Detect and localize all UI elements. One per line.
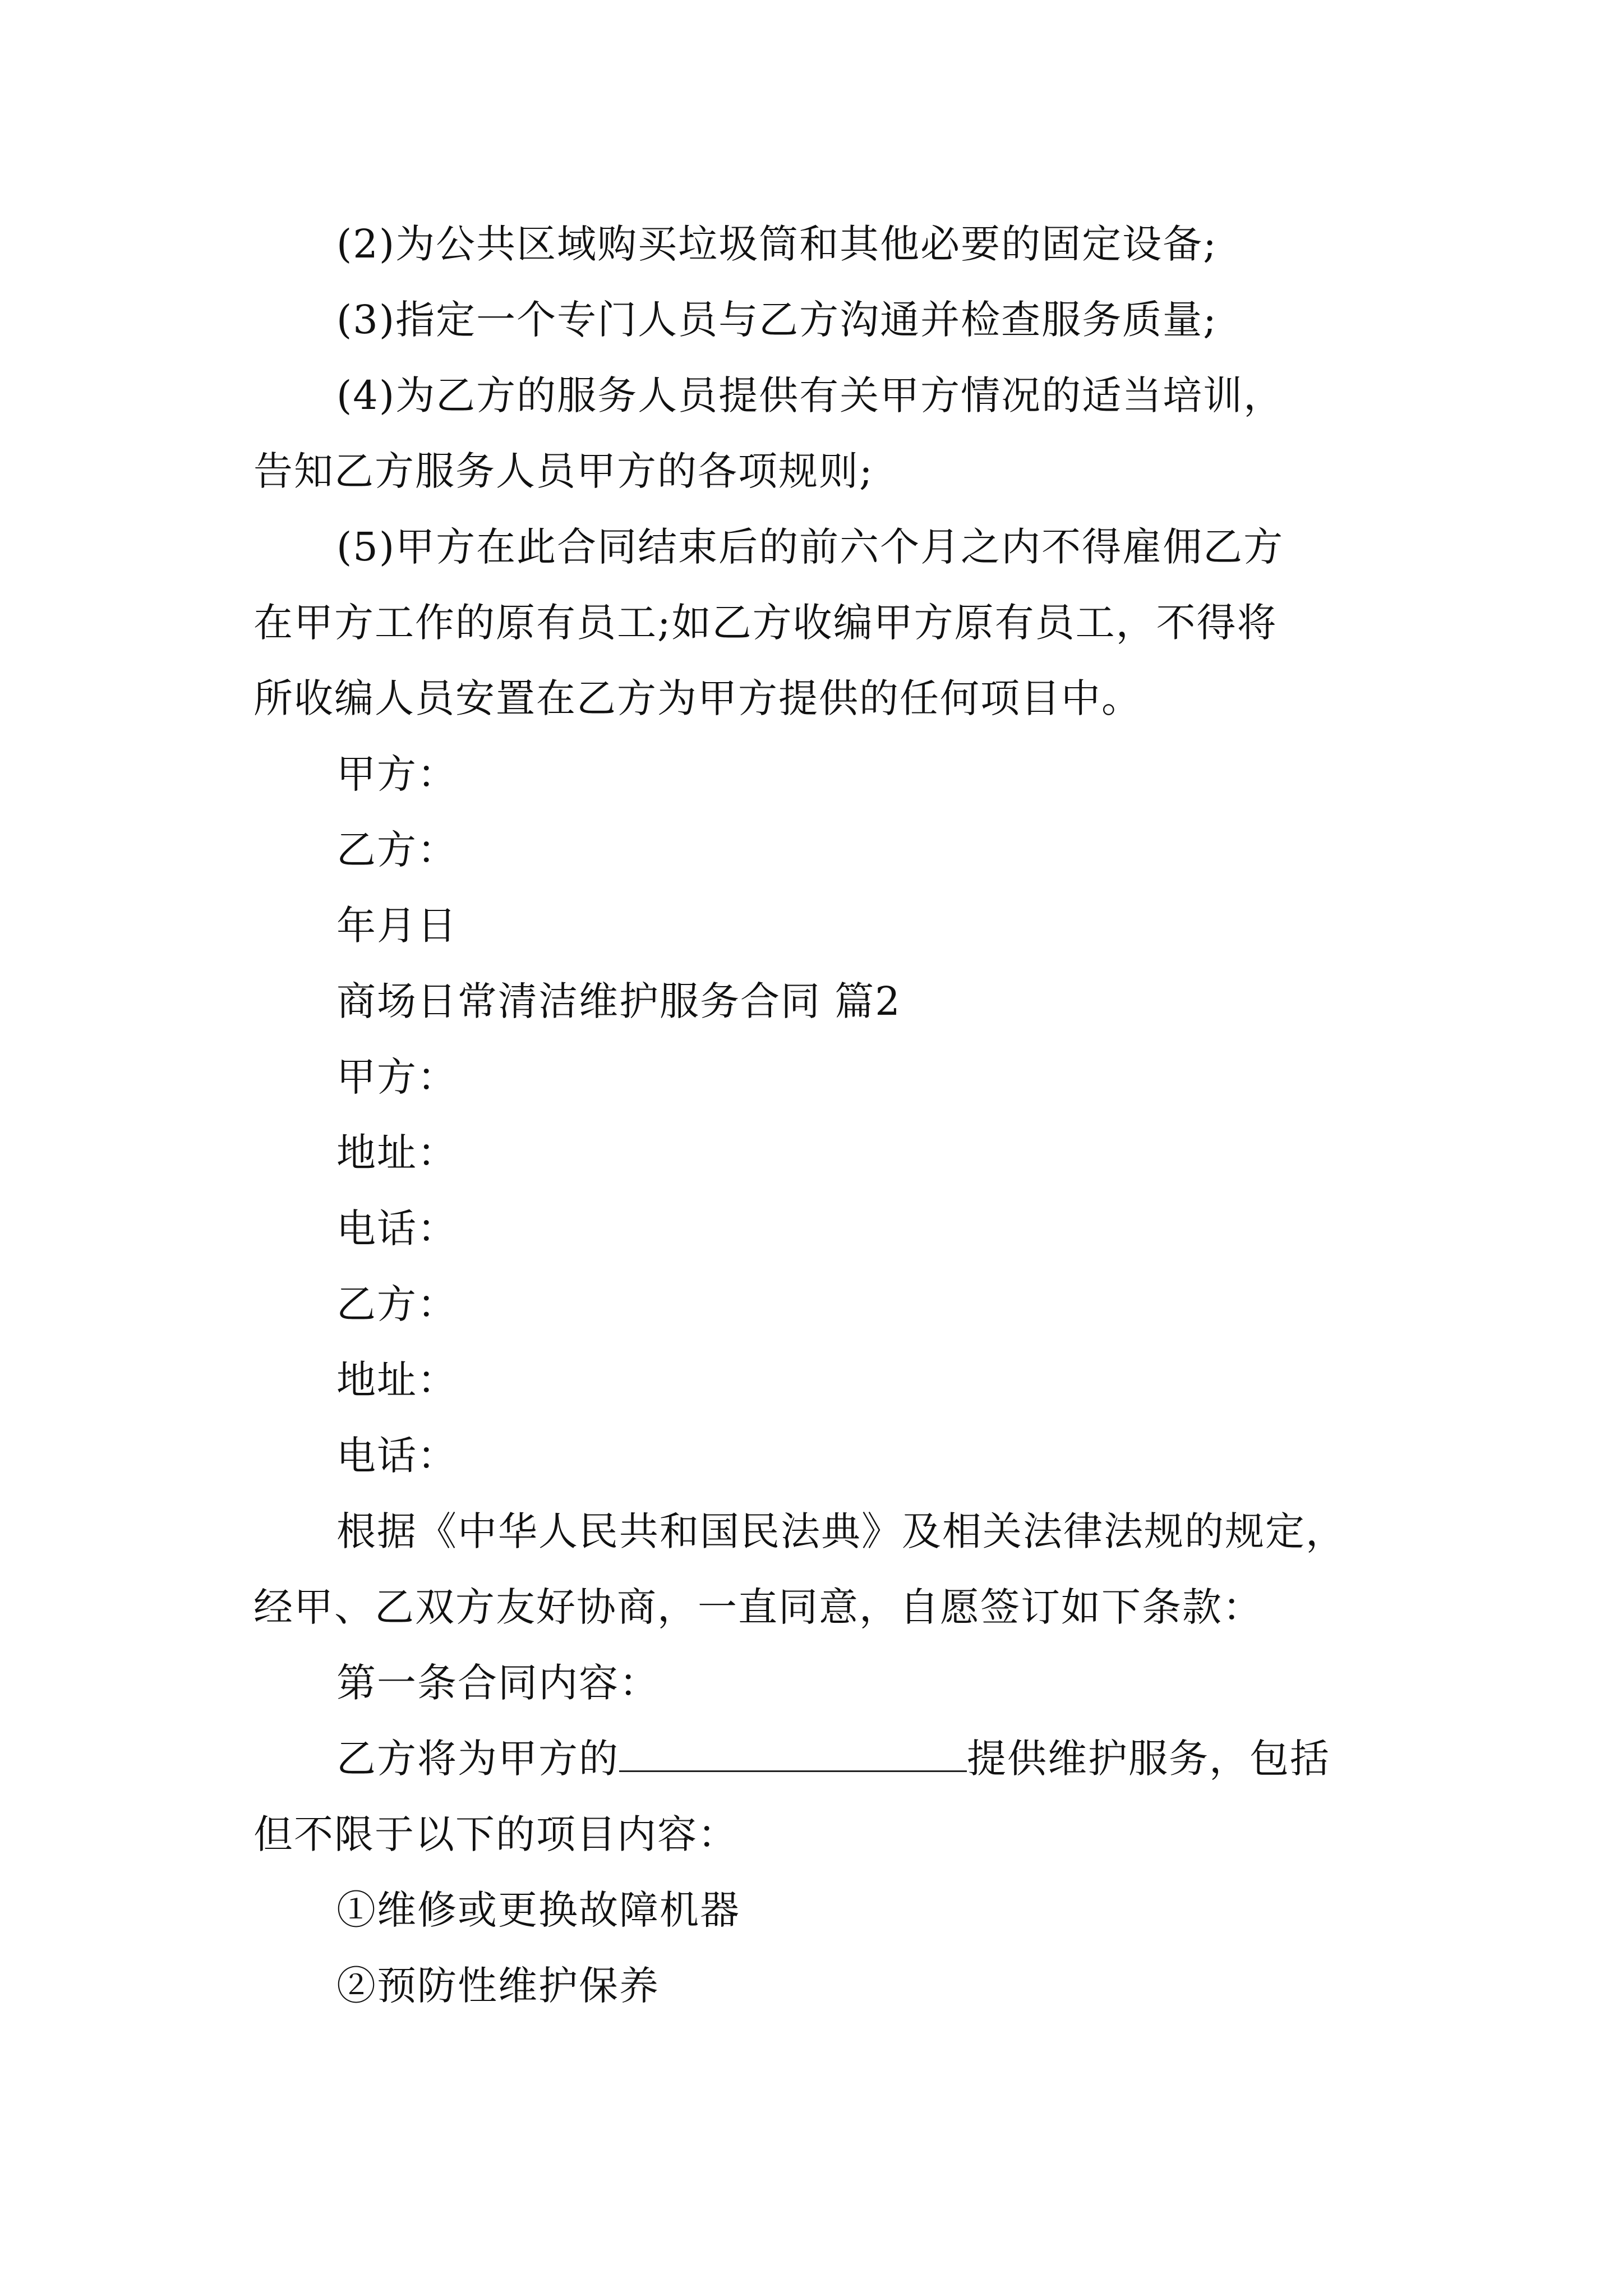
- section-title: 商场日常清洁维护服务合同 篇2: [336, 978, 901, 1024]
- service-scope-line-1: [336, 1731, 1330, 1787]
- party-a-address: 地址：: [336, 1130, 458, 1176]
- party-b-signature: 乙方：: [336, 827, 458, 873]
- clause-5-line-2: 在甲方工作的原有员工;如乙方收编甲方原有员工，不得将: [253, 600, 1278, 646]
- service-location-blank: [619, 1737, 967, 1772]
- clause-4-line-1: (4)为乙方的服务人员提供有关甲方情况的适当培训，: [336, 372, 1284, 418]
- preamble-line-2: 经甲、乙双方友好协商，一直同意，自愿签订如下条款：: [253, 1584, 1263, 1630]
- service-scope-prefix: 乙方将为甲方的: [336, 1736, 619, 1782]
- preamble-line-1: 根据《中华人民共和国民法典》及相关法律法规的规定，: [336, 1508, 1346, 1554]
- article-1-heading: 第一条合同内容：: [336, 1660, 660, 1706]
- clause-2: (2)为公共区域购买垃圾筒和其他必要的固定设备;: [336, 221, 1218, 267]
- service-scope-line-2: 但不限于以下的项目内容：: [253, 1811, 738, 1857]
- party-a-label: 甲方：: [336, 1054, 458, 1100]
- clause-4-line-2: 告知乙方服务人员甲方的各项规则;: [253, 448, 874, 494]
- service-item-2: ②预防性维护保养: [336, 1963, 660, 2009]
- party-b-address: 地址：: [336, 1357, 458, 1403]
- service-item-1: ①维修或更换故障机器: [336, 1887, 740, 1933]
- party-a-phone: 电话：: [336, 1205, 458, 1251]
- party-b-phone: 电话：: [336, 1433, 458, 1479]
- clause-5-line-1: (5)甲方在此合同结束后的前六个月之内不得雇佣乙方: [336, 524, 1284, 570]
- signature-date: 年月日: [336, 903, 458, 949]
- clause-3: (3)指定一个专门人员与乙方沟通并检查服务质量;: [336, 297, 1218, 343]
- party-b-label: 乙方：: [336, 1281, 458, 1327]
- service-scope-suffix: 提供维护服务，包括: [967, 1736, 1330, 1782]
- party-a-signature: 甲方：: [336, 751, 458, 797]
- clause-5-line-3: 所收编人员安置在乙方为甲方提供的任何项目中。: [253, 675, 1142, 721]
